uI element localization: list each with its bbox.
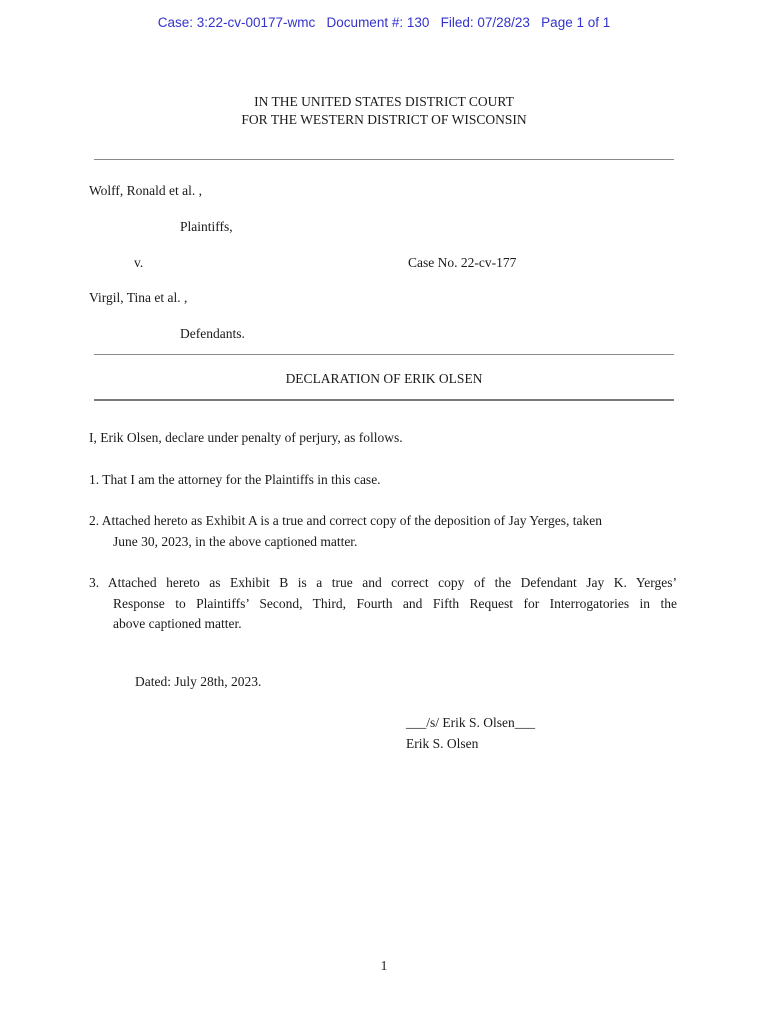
defendant-role: Defendants. (180, 326, 245, 341)
signature-line: ___/s/ Erik S. Olsen___ (406, 715, 536, 730)
filing-header-stamp: Case: 3:22-cv-00177-wmc Document #: 130 Filed: 07/28/23 Page 1 of 1 (157, 15, 611, 30)
document-title: DECLARATION OF ERIK OLSEN (285, 371, 483, 386)
caption-top-divider (94, 159, 674, 160)
paragraph-2 (89, 511, 677, 552)
versus-label: v. (134, 255, 144, 270)
page-number: 1 (380, 958, 388, 973)
declaration-intro: I, Erik Olsen, declare under penalty of perjury, as follows. (89, 430, 403, 445)
court-name-line1: IN THE UNITED STATES DISTRICT COURT (254, 94, 514, 109)
paragraph-3-line1: 3. Attached hereto as Exhibit B is a true and correct copy of the Defendant Jay K. Yerges’ (89, 575, 677, 590)
dated-line: Dated: July 28th, 2023. (135, 674, 262, 689)
paragraph-3 (89, 573, 677, 635)
paragraph-3-line3: above captioned matter. (113, 616, 242, 631)
plaintiff-name: Wolff, Ronald et al. , (89, 183, 203, 198)
paragraph-1: 1. That I am the attorney for the Plaintiffs in this case. (89, 472, 381, 487)
plaintiff-role: Plaintiffs, (180, 219, 233, 234)
court-name-line2: FOR THE WESTERN DISTRICT OF WISCONSIN (241, 112, 527, 127)
paragraph-2-line2: June 30, 2023, in the above captioned matter. (113, 533, 358, 549)
paragraph-3-line2: Response to Plaintiffs’ Second, Third, Fourth and Fifth Request for Interrogatories in the (113, 595, 677, 611)
paragraph-2-line1: 2. Attached hereto as Exhibit A is a true and correct copy of the deposition of Jay Yerges, taken (89, 513, 602, 528)
signer-name: Erik S. Olsen (406, 736, 479, 751)
caption-bottom-divider (94, 354, 674, 355)
defendant-name: Virgil, Tina et al. , (89, 290, 188, 305)
case-number: Case No. 22-cv-177 (408, 255, 517, 270)
title-divider (94, 399, 674, 401)
